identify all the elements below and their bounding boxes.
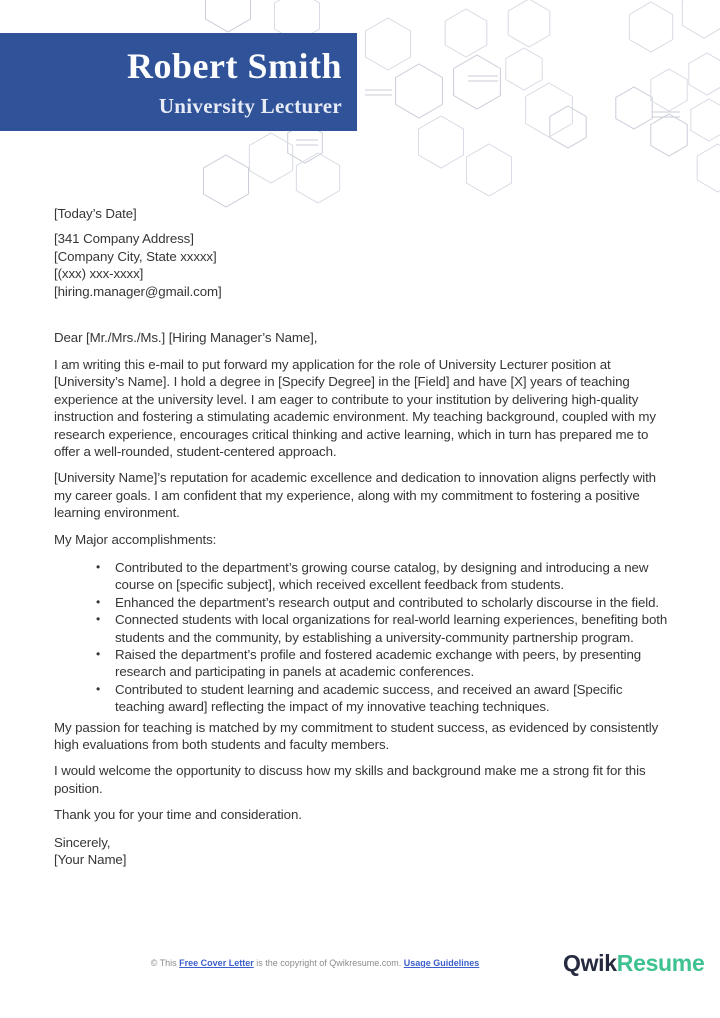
free-cover-letter-link[interactable]: Free Cover Letter bbox=[179, 958, 254, 968]
date-line: [Today’s Date] bbox=[54, 206, 137, 221]
address-line: [341 Company Address] bbox=[54, 231, 194, 247]
address-line: [Company City, State xxxxx] bbox=[54, 248, 217, 264]
accomplishment-item: • Contributed to student learning and academic success, and received an award [Specific teaching award] reflecting the impact of my innovative teaching techniques. bbox=[115, 681, 674, 716]
accomplishments-heading: My Major accomplishments: bbox=[54, 531, 217, 547]
copyright-middle: is the copyright of Qwikresume.com. bbox=[253, 958, 404, 968]
candidate-name: Robert Smith bbox=[127, 46, 342, 86]
logo-text-resume: Resume bbox=[616, 950, 705, 976]
opportunity-paragraph: I would welcome the opportunity to discuss how my skills and background make me a strong fit for this position. bbox=[54, 763, 646, 796]
logo-text-qwik: Qwik bbox=[563, 950, 617, 976]
copyright-note bbox=[90, 958, 540, 969]
accomplishment-item: • Enhanced the department’s research output and contributed to scholarly discourse in the field. bbox=[115, 594, 674, 611]
thanks-paragraph: Thank you for your time and consideration. bbox=[54, 807, 302, 823]
letter-body bbox=[54, 205, 674, 869]
address-line: [(xxx) xxx-xxxx] bbox=[54, 266, 144, 282]
accomplishment-item: • Contributed to the department’s growing course catalog, by designing and introducing a new course on [specific subject], which received excellent feedback from students. bbox=[115, 559, 674, 594]
intro-paragraph: I am writing this e-mail to put forward my application for the role of University Lecturer position at [University’s Name]. I hold a degree in [Specify Degree] in the [Field] and have [X] years of teaching experience at the university level. I am eager to contribute to your institution by delivering high-quality instruction and fostering a stimulating academic environment. My teaching background, coupled with my research experience, encourages critical thinking and active learning, which in turn has prepared me to offer a well-rounded, student-centered approach. bbox=[54, 356, 656, 459]
accomplishment-item: • Connected students with local organizations for real-world learning experiences, benefiting both students and the community, by establishing a university-community partnership program. bbox=[115, 611, 674, 646]
header-banner bbox=[0, 33, 357, 131]
usage-guidelines-link[interactable]: Usage Guidelines bbox=[403, 958, 480, 968]
signature-block bbox=[54, 834, 674, 869]
accomplishment-item: • Raised the department’s profile and fostered academic exchange with peers, by presenting research and participating in panels at academic conferences. bbox=[115, 646, 674, 681]
signature-name: [Your Name] bbox=[54, 852, 127, 868]
passion-paragraph: My passion for teaching is matched by my commitment to student success, as evidenced by consistently high evaluations from both students and faculty members. bbox=[54, 719, 659, 753]
address-block bbox=[54, 230, 674, 300]
candidate-job-title: University Lecturer bbox=[158, 94, 342, 118]
motivation-paragraph: [University Name]’s reputation for academic excellence and dedication to innovation aligns perfectly with my career goals. I am confident that my experience, along with my commitment to fostering a positive learning environment. bbox=[54, 470, 656, 521]
signoff-line: Sincerely, bbox=[54, 834, 111, 850]
accomplishments-list bbox=[54, 559, 674, 716]
copyright-prefix: © This bbox=[150, 958, 180, 968]
qwikresume-logo bbox=[563, 950, 704, 977]
address-line: [hiring.manager@gmail.com] bbox=[54, 283, 222, 299]
greeting-line: Dear [Mr./Mrs./Ms.] [Hiring Manager’s Name], bbox=[54, 330, 318, 346]
